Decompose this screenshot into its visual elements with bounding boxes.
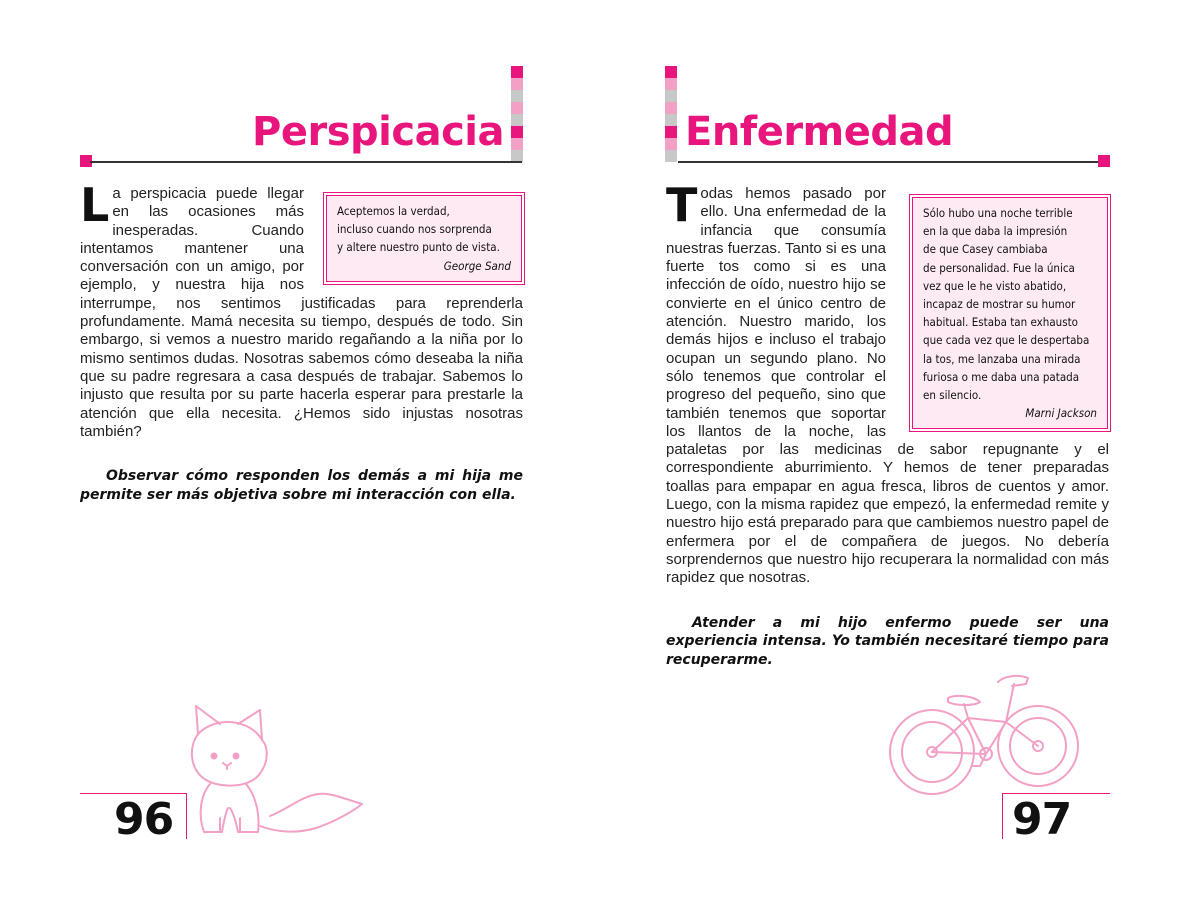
drop-cap: L [80,178,110,232]
title-rule [678,161,1098,163]
quote-line: de personalidad. Fue la única [923,260,1075,275]
quote-author: Marni Jackson [1025,406,1097,421]
quote-line: Aceptemos la verdad, [337,204,450,218]
cat-illustration [176,700,366,840]
quote-line: habitual. Estaba tan exhausto [923,315,1079,330]
page-right [600,0,1200,920]
quote-line: en silencio. [923,388,982,403]
rule-square [1098,155,1110,167]
quote-line: en la que daba la impresión [923,224,1068,239]
quote-line: incapaz de mostrar su humor [923,297,1076,312]
body-text: odas hemos pasado por ello. Una enfermedad de la infancia que consumía nuestras fuerzas. Tanto si es una fuerte tos como si es una infección de oído, nuestro hijo se convierte en el único centro de atención. Nuestro marido, los demás hijos e incluso el trabajo ocupan un segundo plano. No sólo tenemos que controlar el progreso del pequeño, sino que también tenemos que soportar los llantos de la noche, las pataletas por las medicinas de sabor repugnante y el correspondiente aburrimiento. Y hemos de tener preparadas toallas para empapar en agua fresca, libros de cuentos y amor. Luego, con la misma rapidez que empezó, la enfermedad remite y nuestro hijo está preparado para que cambiemos nuestro papel de enfermera por el de compañera de juegos. No debería sorprendernos que nuestro hijo recuperara la normalidad con más rapidez que nosotras. [666,185,1109,587]
page-number: 97 [1012,794,1072,845]
title-rule [90,161,522,163]
drop-cap: T [666,178,698,232]
bicycle-illustration [886,662,1086,802]
page-number-rule [1002,793,1003,839]
article-body [80,178,523,504]
quote-line: que cada vez que le despertaba [923,333,1090,348]
quote-line: furiosa o me daba una patada [923,369,1080,384]
quote-author: George Sand [443,258,511,273]
article-body [666,178,1109,669]
page-title: Perspicacia [252,109,504,155]
quote-box [912,197,1108,429]
title-decoration-bar [665,66,677,162]
quote-line: incluso cuando nos sorprenda [337,222,492,237]
title-decoration-bar [511,66,523,162]
body-text: a perspicacia puede llegar en las ocasiones más inesperadas. Cuando intentamos mantener una conversación con un amigo, por ejemplo, y nuestra hija nos interrumpe, nos sentimos justificadas para reprenderla profundamente. Mamá necesita su tiempo, después de todo. Sin embargo, si vemos a nuestro marido regañando a la niña por lo mismo sentimos dudas. Nosotras sabemos cómo deseaba la niña que su padre regresara a casa después de trabajar. Sabemos lo injusto que resulta por su parte hacerla esperar para prestarle la atención que ella necesita. ¿Hemos sido injustas nosotras también? [80,185,523,440]
quote-line: Sólo hubo una noche terrible [923,206,1073,220]
quote-line: vez que le he visto abatido, [923,278,1067,293]
page-number: 96 [114,794,174,845]
quote-box [326,195,522,282]
quote-line: la tos, me lanzaba una mirada [923,351,1081,366]
page-number-rule [186,793,187,839]
page-title: Enfermedad [685,109,954,155]
quote-line: de que Casey cambiaba [923,242,1048,257]
moral-statement: Atender a mi hijo enfermo puede ser una experiencia intensa. Yo también necesitaré tiempo para recuperarme. [666,614,1109,668]
quote-line: y altere nuestro punto de vista. [337,240,500,255]
moral-statement: Observar cómo responden los demás a mi hija me permite ser más objetiva sobre mi interacción con ella. [80,468,523,503]
